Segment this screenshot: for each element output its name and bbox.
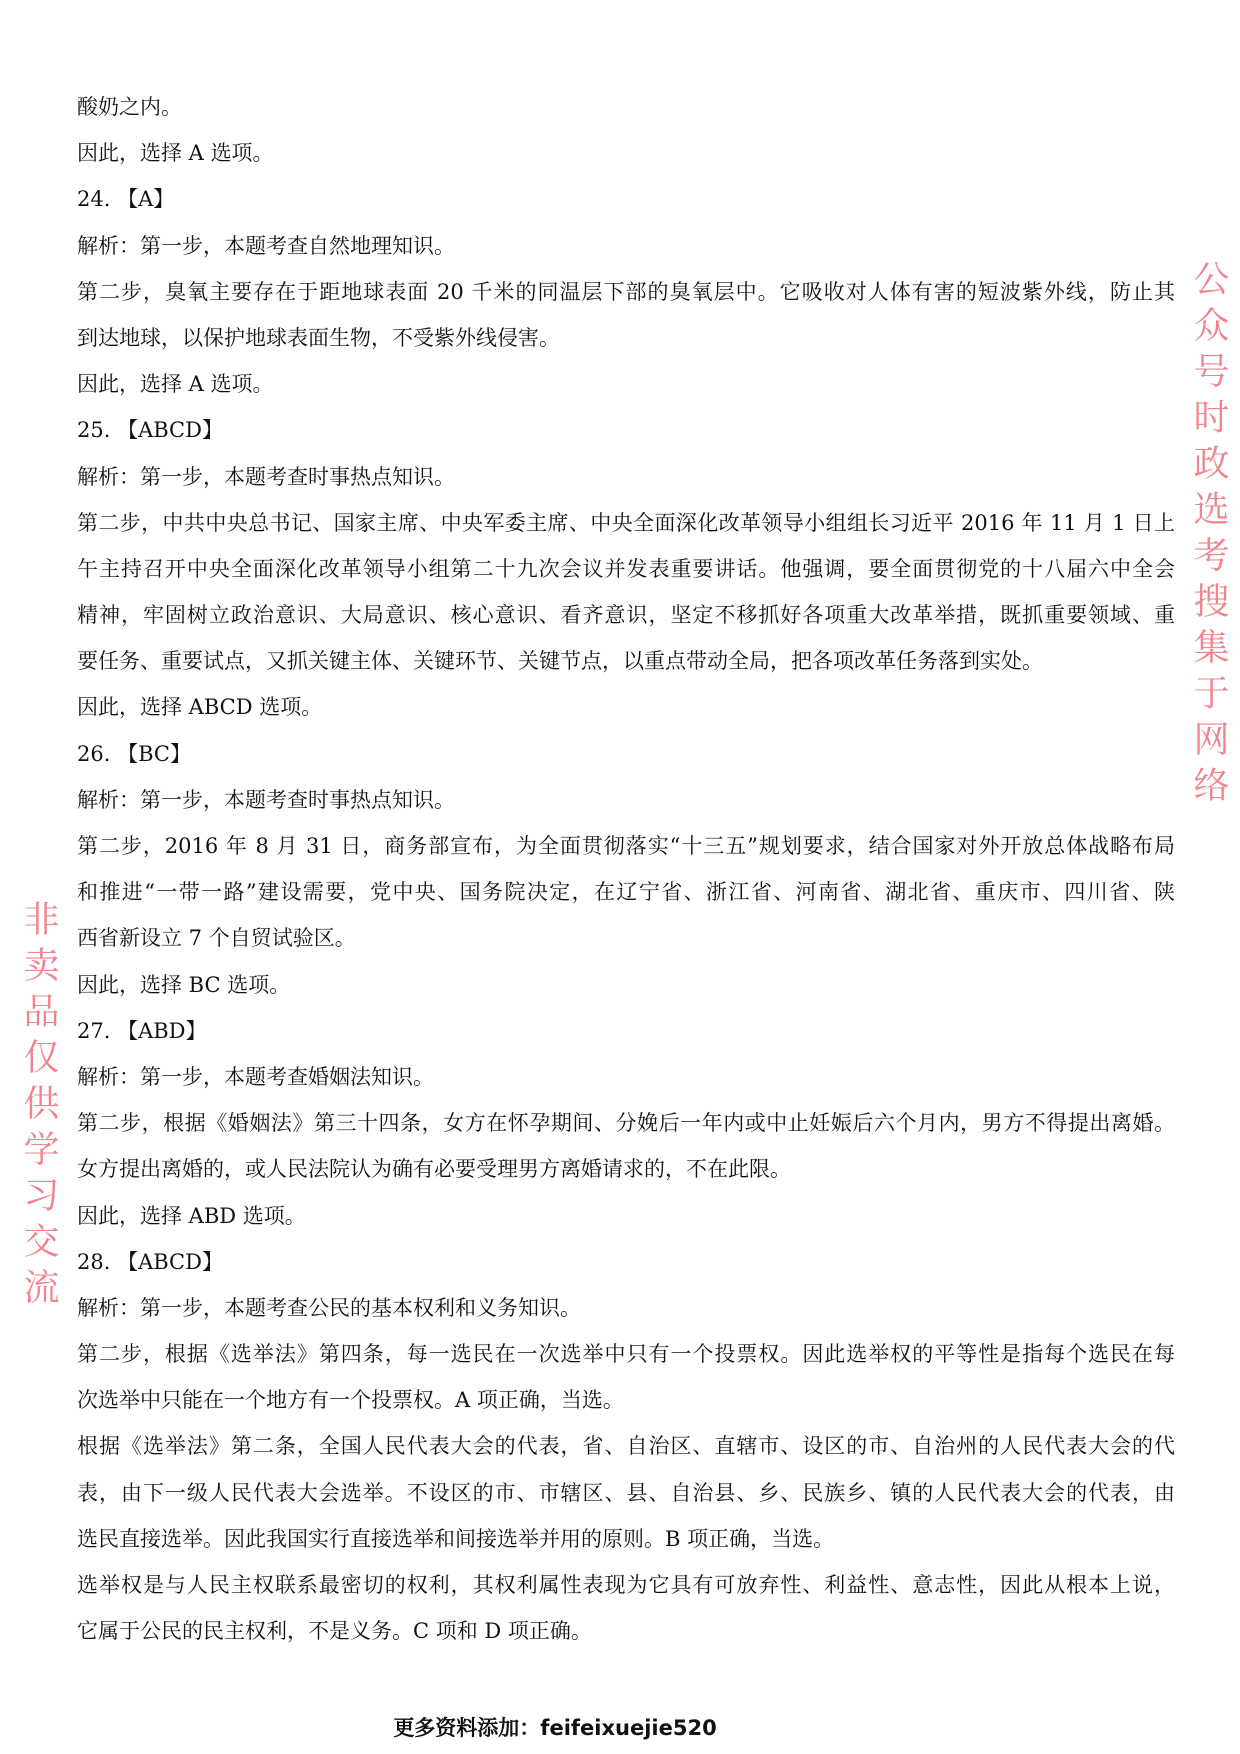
- text-line: 因此，选择 A 选项。: [77, 141, 274, 166]
- text-line: 因此，选择 A 选项。: [77, 372, 274, 397]
- text-line: 解析：第一步，本题考查自然地理知识。: [77, 233, 455, 258]
- text-line: 24. 【A】: [77, 187, 175, 212]
- text-line: 28. 【ABCD】: [77, 1249, 223, 1274]
- text-line: 精神，牢固树立政治意识、大局意识、核心意识、看齐意识，坚定不移抓好各项重大改革举措，既抓重要领域、重: [77, 603, 1175, 628]
- watermark-text-2: 公众号时政选考搜集于网络: [1188, 260, 1229, 812]
- text-line: 第二步，中共中央总书记、国家主席、中央军委主席、中央全面深化改革领导小组组长习近平 2016 年 11 月 1 日上: [77, 510, 1175, 535]
- text-line: 第二步，臭氧主要存在于距地球表面 20 千米的同温层下部的臭氧层中。它吸收对人体有害的短波紫外线，防止其: [77, 279, 1175, 304]
- text-line: 解析：第一步，本题考查时事热点知识。: [77, 464, 455, 489]
- text-line: 西省新设立 7 个自贸试验区。: [77, 926, 356, 951]
- watermark-text-1: 非卖品仅供学习交流: [18, 900, 59, 1314]
- text-line: 27. 【ABD】: [77, 1018, 207, 1043]
- text-line: 因此，选择 ABD 选项。: [77, 1203, 306, 1228]
- document-body: [77, 84, 1175, 1654]
- text-line: 因此，选择 ABCD 选项。: [77, 695, 323, 720]
- footer-contact: 更多资料添加：feifeixuejie520: [393, 1716, 717, 1740]
- text-line: 因此，选择 BC 选项。: [77, 972, 291, 997]
- text-line: 要任务、重要试点，又抓关键主体、关键环节、关键节点，以重点带动全局，把各项改革任务落到实处。: [77, 649, 1043, 674]
- text-line: 午主持召开中央全面深化改革领导小组第二十九次会议并发表重要讲话。他强调，要全面贯彻党的十八届六中全会: [77, 556, 1175, 581]
- text-line: 解析：第一步，本题考查婚姻法知识。: [77, 1064, 434, 1089]
- text-line: 第二步，根据《选举法》第四条，每一选民在一次选举中只有一个投票权。因此选举权的平等性是指每个选民在每: [77, 1342, 1175, 1367]
- text-line: 根据《选举法》第二条，全国人民代表大会的代表，省、自治区、直辖市、设区的市、自治州的人民代表大会的代: [77, 1434, 1175, 1459]
- text-line: 25. 【ABCD】: [77, 418, 223, 443]
- text-line: 26. 【BC】: [77, 741, 191, 766]
- text-line: 它属于公民的民主权利，不是义务。C 项和 D 项正确。: [77, 1619, 592, 1644]
- text-line: 第二步，根据《婚姻法》第三十四条，女方在怀孕期间、分娩后一年内或中止妊娠后六个月内，男方不得提出离婚。: [77, 1111, 1175, 1136]
- text-line: 次选举中只能在一个地方有一个投票权。A 项正确，当选。: [77, 1388, 624, 1413]
- footer: [0, 1712, 1240, 1742]
- text-line: 解析：第一步，本题考查时事热点知识。: [77, 787, 455, 812]
- text-line: 第二步，2016 年 8 月 31 日，商务部宣布，为全面贯彻落实“十三五”规划要求，结合国家对外开放总体战略布局: [77, 834, 1175, 858]
- text-line: 女方提出离婚的，或人民法院认为确有必要受理男方离婚请求的，不在此限。: [77, 1157, 791, 1182]
- text-line: 选举权是与人民主权联系最密切的权利，其权利属性表现为它具有可放弃性、利益性、意志性，因此从根本上说，: [77, 1573, 1175, 1597]
- text-line: 选民直接选举。因此我国实行直接选举和间接选举并用的原则。B 项正确，当选。: [77, 1526, 835, 1551]
- text-line: 到达地球，以保护地球表面生物，不受紫外线侵害。: [77, 325, 560, 350]
- text-line: 解析：第一步，本题考查公民的基本权利和义务知识。: [77, 1295, 581, 1320]
- text-line: 酸奶之内。: [77, 95, 182, 119]
- text-line: 表，由下一级人民代表大会选举。不设区的市、市辖区、县、自治县、乡、民族乡、镇的人民代表大会的代表，由: [77, 1480, 1175, 1505]
- text-line: 和推进“一带一路”建设需要，党中央、国务院决定，在辽宁省、浙江省、河南省、湖北省、重庆市、四川省、陕: [77, 880, 1175, 905]
